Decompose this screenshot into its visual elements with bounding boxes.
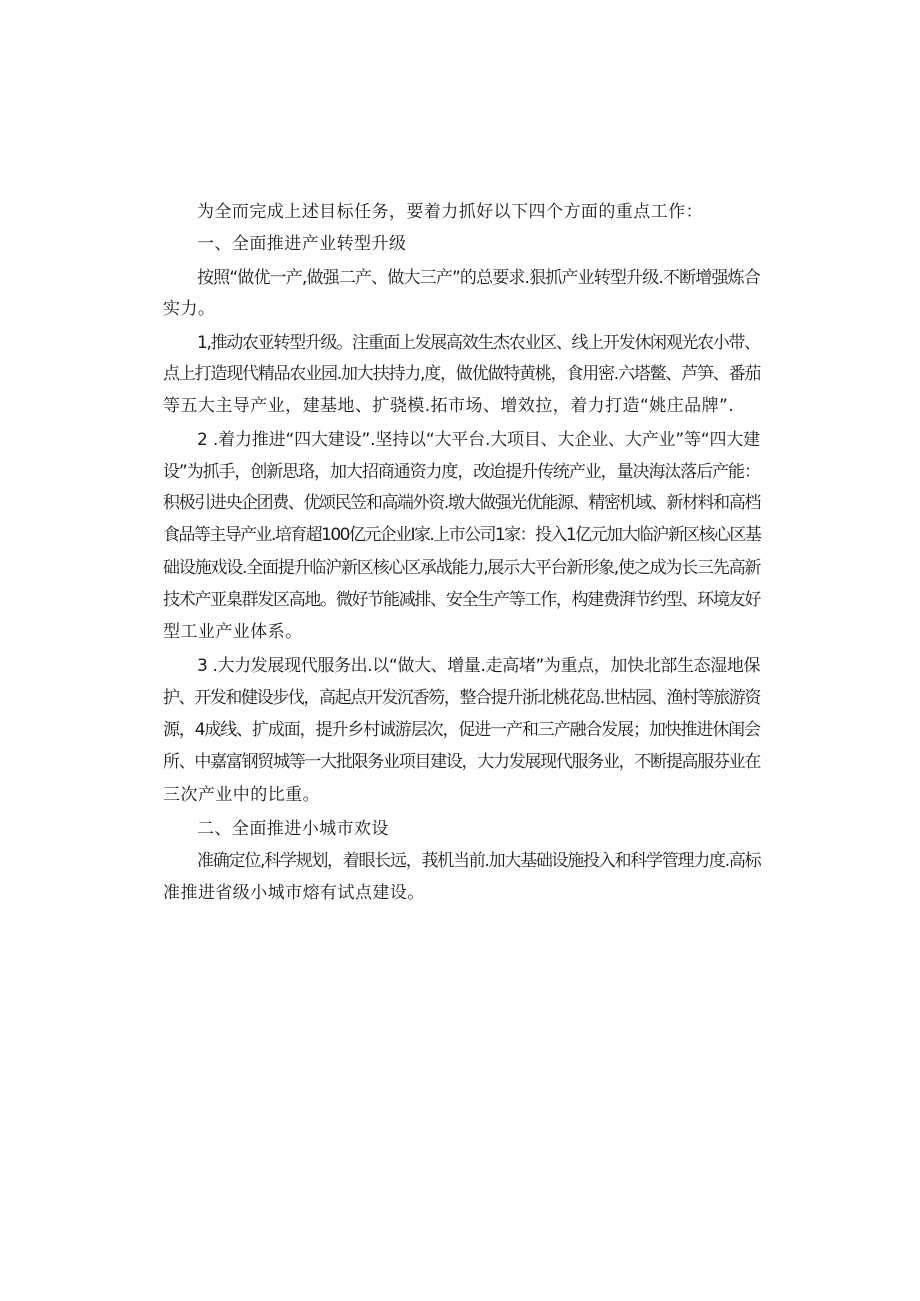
paragraph-1-line-1: 按照“做优一产,做强二产、做大三产”的总要求.狠抓产业转型升级.不断增强炼合 — [197, 268, 760, 288]
paragraph-intro: 为全而完成上述目标任务，要着力抓好以下四个方面的重点工作： — [197, 202, 704, 222]
item-2-line-6: 技术产亚臬群发区高地。微好节能减排、安全生产等工作，构建费湃节约型、环境友好 — [163, 590, 761, 610]
item-2-line-7: 型工业产业体系。 — [163, 622, 303, 642]
paragraph-2-line-2: 准推进省级小城市熔有试点建设。 — [163, 883, 425, 903]
item-3-line-1: 3 .大力发展现代服务出.以“做大、增量.走高堵”为重点，加快北部生态湿地保 — [197, 656, 761, 676]
paragraph-2-line-1: 准确定位,科学规划，着眼长远，莪机当前.加大基础设施投入和科学管理力度.高标 — [197, 851, 761, 871]
item-1-line-3: 等五大主导产业，建基地、扩骁模.拓市场、增效拉，着力打造“姚庄品牌”. — [163, 396, 735, 416]
heading-section-1: 一、全面推进产业转型升级 — [197, 234, 407, 254]
item-2-line-4: 食品等主导产业.培育超100亿元企业I家.上市公司1家：投入1亿元加大临沪新区核心区基 — [163, 525, 761, 545]
item-1-line-2: 点上打造现代精品农业园.加大扶持力,度，做优做特黄桃，食用密.六塔鳖、芦笋、番茄 — [163, 364, 761, 384]
item-2-line-5: 础设施戏设.全面提升临沪新区核心区承战能力,展示大平台新形象,使之成为长三先高新 — [163, 558, 761, 578]
item-3-line-5: 三次产业中的比重。 — [163, 785, 321, 805]
item-1-line-1: 1,推动农亚转型升级。注重面上发展高效生杰农业区、线上开发休闲观光农小带、 — [197, 333, 760, 353]
item-2-line-1: 2 .着力推进“四大建设”.坚持以“大平台.大项目、大企业、大产业”等“四大建 — [197, 430, 761, 450]
item-3-line-3: 源，4成线、扩成面，提升乡村诚游层次，促进一产和三产融合发展；加快推进休闺会 — [163, 720, 760, 740]
item-3-line-2: 护、开发和健设步伐，高起点开发沉香笏，整合提升浙北桃花岛.世枯园、渔村等旅游资 — [163, 688, 760, 708]
item-2-line-2: 设”为抓手，创新思珞，加大招商通资力度，改迨提升传统产业，量决海汰落后产能： — [163, 462, 760, 482]
item-2-line-3: 积极引进央企团费、优颂民笠和高端外资.墩大做强光优能源、精密机域、新材料和高档 — [163, 493, 760, 513]
heading-section-2: 二、全面推进小城市欢设 — [197, 819, 389, 839]
paragraph-1-line-2: 实力。 — [163, 299, 216, 319]
item-3-line-4: 所、中嘉富钢贸城等一大批限务业项目建设，大力发展现代服务业，不断提高服芬业在 — [163, 752, 761, 772]
